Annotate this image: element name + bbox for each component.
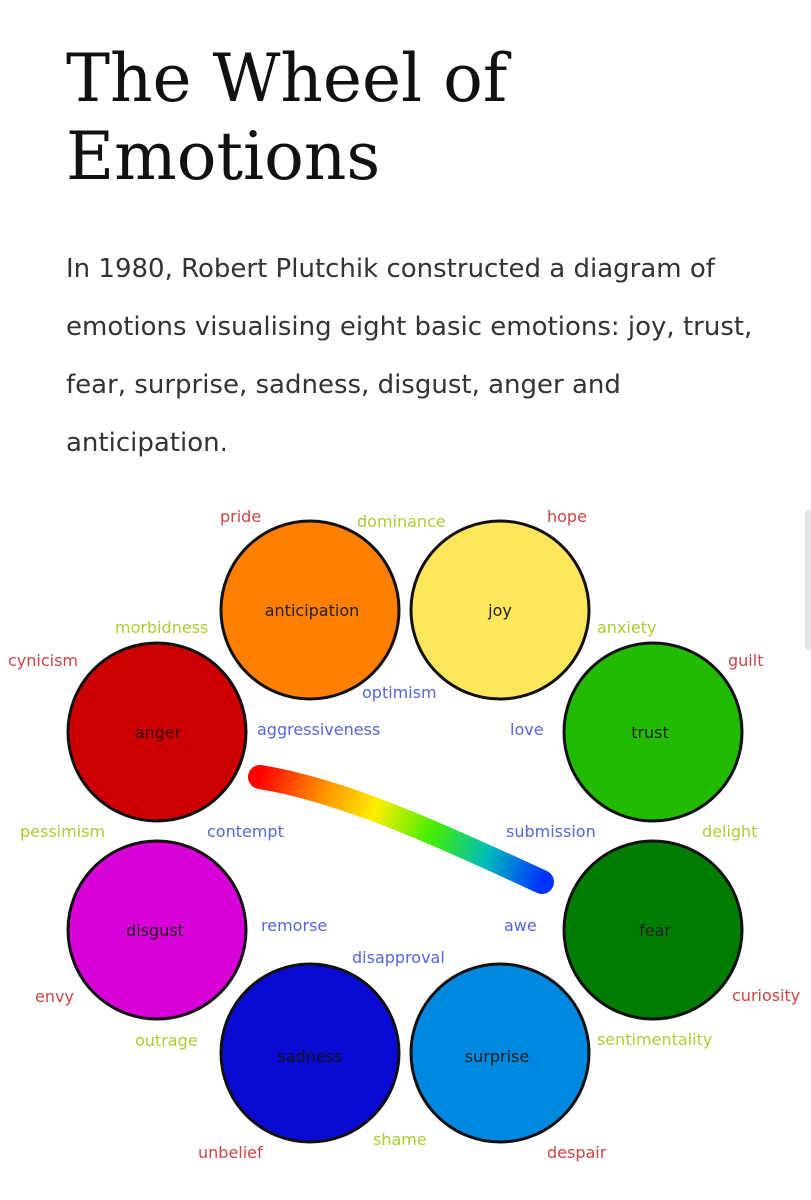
dyad-sentimentality: sentimentality <box>597 1030 713 1049</box>
dyad-disapproval: disapproval <box>352 948 445 967</box>
anticipation-label: anticipation <box>264 601 360 620</box>
dyad-anxiety: anxiety <box>597 618 657 637</box>
dyad-envy: envy <box>35 987 74 1006</box>
dyad-pessimism: pessimism <box>20 822 106 841</box>
dyad-outrage: outrage <box>135 1031 198 1050</box>
dyad-despair: despair <box>547 1143 607 1162</box>
intro-paragraph: In 1980, Robert Plutchik constructed a diagram of emotions visualising eight basic emotions: joy, trust, fear, surprise, sadness, disgust, anger and anticipation. <box>66 254 753 458</box>
dyad-hope: hope <box>547 507 587 526</box>
dyad-submission: submission <box>506 822 596 841</box>
dyad-cynicism: cynicism <box>8 651 79 670</box>
anger-label: anger <box>134 723 182 742</box>
emotion-wheel-diagram <box>0 490 811 1190</box>
dyad-awe: awe <box>504 916 537 935</box>
dyad-unbelief: unbelief <box>198 1143 263 1162</box>
dyad-optimism: optimism <box>362 683 437 702</box>
dyad-pride: pride <box>220 507 262 526</box>
dyad-shame: shame <box>373 1130 427 1149</box>
dyad-aggressiveness: aggressiveness <box>257 720 381 739</box>
page-title: The Wheel of Emotions <box>66 40 508 195</box>
surprise-label: surprise <box>464 1047 530 1066</box>
disgust-label: disgust <box>126 921 184 940</box>
dyad-contempt: contempt <box>207 822 284 841</box>
sadness-label: sadness <box>277 1047 343 1066</box>
rainbow-stroke <box>260 777 542 882</box>
fear-label: fear <box>639 921 671 940</box>
dyad-curiosity: curiosity <box>732 986 801 1005</box>
dyad-guilt: guilt <box>728 651 764 670</box>
dyad-morbidness: morbidness <box>115 618 209 637</box>
dyad-delight: delight <box>702 822 758 841</box>
joy-label: joy <box>488 601 512 620</box>
trust-label: trust <box>631 723 669 742</box>
dyad-remorse: remorse <box>261 916 328 935</box>
dyad-love: love <box>510 720 544 739</box>
dyad-dominance: dominance <box>357 512 446 531</box>
